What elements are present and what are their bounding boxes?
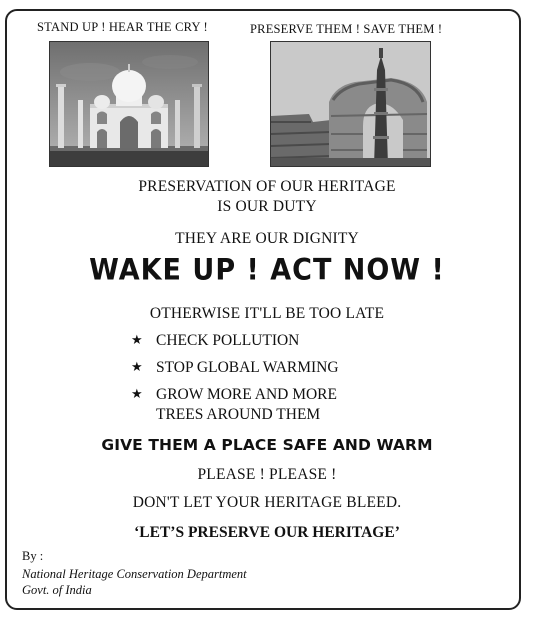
please-line: PLEASE ! PLEASE ! (197, 466, 337, 483)
slogan-right: PRESERVE THEM ! SAVE THEM ! (250, 22, 443, 36)
duty-line-1: PRESERVATION OF OUR HERITAGE (138, 178, 396, 195)
slogan-left: STAND UP ! HEAR THE CRY ! (37, 20, 208, 34)
star-icon: ★ (131, 333, 143, 348)
preserve-slogan: ‘LET’S PRESERVE OUR HERITAGE’ (134, 524, 400, 541)
too-late-line: OTHERWISE IT'LL BE TOO LATE (149, 305, 385, 322)
duty-line-2: IS OUR DUTY (217, 198, 317, 215)
bullet-text: CHECK POLLUTION (156, 332, 300, 349)
star-icon: ★ (131, 360, 143, 375)
dignity-line: THEY ARE OUR DIGNITY (175, 230, 359, 247)
safe-place-line: GIVE THEM A PLACE SAFE AND WARM (101, 436, 433, 454)
taj-mahal-photo (49, 41, 209, 167)
star-icon: ★ (131, 387, 143, 402)
bullet-item-warming (131, 358, 391, 380)
qutub-minar-photo (270, 41, 431, 167)
qutub-minar-icon (271, 42, 430, 166)
bullet-item-trees (131, 385, 391, 429)
bullet-item-pollution (131, 331, 391, 353)
bullet-text: GROW MORE AND MORE TREES AROUND THEM (156, 386, 337, 423)
taj-mahal-icon (50, 42, 208, 166)
department-name: National Heritage Conservation Department (22, 567, 247, 581)
headline: WAKE UP ! ACT NOW ! (89, 253, 445, 288)
by-label: By : (22, 549, 44, 563)
government-name: Govt. of India (22, 583, 92, 597)
bullet-text: STOP GLOBAL WARMING (156, 359, 339, 376)
bleed-line: DON'T LET YOUR HERITAGE BLEED. (132, 494, 402, 511)
